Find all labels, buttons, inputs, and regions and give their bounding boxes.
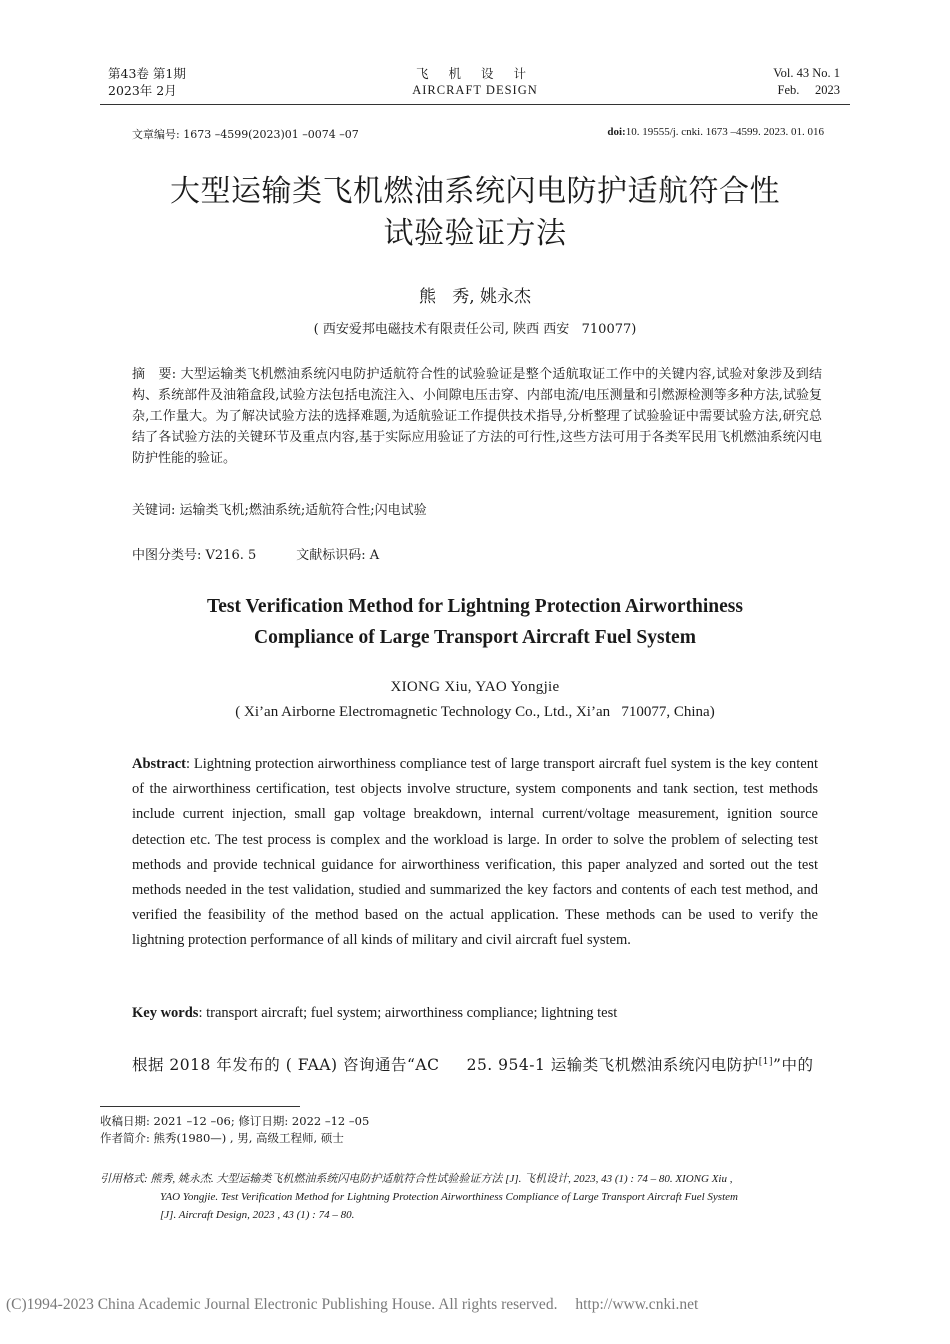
reference-mark: [1] <box>758 1056 774 1067</box>
keywords-en-label: Key words <box>132 1005 199 1021</box>
abstract-en-text: : Lightning protection airworthiness compliance test of large transport aircraft fuel system is the key content of the airworthiness certification, test objects involve structure, system components and tank section, test methods include current injection, small gap voltage breakdown, internal current/voltage measurement, ignition source detection etc. The test process is complex and the workload is large. In order to solve the problem of selecting test methods and provide technical guidance for airworthiness verification, this paper analyzed and sorted out the test methods needed in the test validation, studied and summarized the key factors and contents of each test method, and verified the feasibility of the method based on the actual application. These methods can be used to verify the lightning protection performance of all kinds of military and civil aircraft fuel system. <box>132 756 818 949</box>
clc-number: 中图分类号: V216. 5 <box>132 548 257 563</box>
citation-line3: [J]. Aircraft Design, 2023 , 43 (1) : 74 – 80. <box>160 1209 355 1221</box>
journal-volume-cn <box>108 65 186 99</box>
keywords-cn: 关键词: 运输类飞机;燃油系统;适航符合性;闪电试验 <box>132 503 427 518</box>
body-text: 根据 2018 年发布的 ( FAA) 咨询通告“AC 25. 954-1 运输类飞机燃油系统闪电防护 <box>132 1056 759 1074</box>
title-cn-line2: 试验验证方法 <box>383 216 567 251</box>
abstract-en <box>132 752 818 954</box>
header-divider <box>100 104 850 105</box>
abstract-cn <box>132 364 822 469</box>
authors-cn: 熊 秀, 姚永杰 <box>418 287 532 307</box>
title-cn <box>100 171 850 255</box>
citation-format <box>100 1170 852 1224</box>
received-date: 收稿日期: 2021 –12 –06; 修订日期: 2022 –12 –05 <box>100 1114 370 1128</box>
affiliation-en: ( Xi’an Airborne Electromagnetic Technology Co., Ltd., Xi’an 710077, China) <box>235 704 715 720</box>
authors-en: XIONG Xiu, YAO Yongjie <box>390 679 560 695</box>
document-code: 文献标识码: A <box>296 548 380 563</box>
journal-name <box>340 65 610 99</box>
abstract-cn-label: 摘 要: <box>132 367 177 382</box>
journal-name-en: AIRCRAFT DESIGN <box>412 83 538 97</box>
footnote-divider <box>100 1106 300 1107</box>
title-en <box>100 591 850 653</box>
title-en-line1: Test Verification Method for Lightning Protection Airworthiness <box>207 596 743 617</box>
date-cn: 2023年 2月 <box>108 83 177 98</box>
title-en-line2: Compliance of Large Transport Aircraft Fuel System <box>254 627 696 648</box>
journal-name-cn: 飞 机 设 计 <box>416 66 534 81</box>
doi <box>607 126 824 138</box>
citation-line2: YAO Yongjie. Test Verification Method for Lightning Protection Airworthiness Compliance of Large Transport Aircraft Fuel System <box>160 1191 738 1203</box>
author-bio: 作者简介: 熊秀(1980—) , 男, 高级工程师, 硕士 <box>100 1131 344 1145</box>
body-text-tail: ”中的 <box>773 1056 814 1074</box>
classification <box>132 544 379 563</box>
copyright-text: (C)1994-2023 China Academic Journal Electronic Publishing House. All rights reserved. <box>6 1296 558 1313</box>
footnotes <box>100 1113 369 1147</box>
article-number: 文章编号: 1673 –4599(2023)01 –0074 –07 <box>132 128 359 141</box>
volume-issue-en: Vol. 43 No. 1 <box>773 66 840 80</box>
abstract-cn-text: 大型运输类飞机燃油系统闪电防护适航符合性的试验验证是整个适航取证工作中的关键内容,试验对象涉及到结构、系统部件及油箱盒段,试验方法包括电流注入、小间隙电压击穿、内部电流/电压测量和引燃源检测等多种方法,试验复杂,工作量大。为了解决试验方法的选择难题,为适航验证工作提供技术指导,分析整理了试验验证中需要试验方法,研究总结了各试验方法的关键环节及重点内容,基于实际应用验证了方法的可行性,这些方法可用于各类军民用飞机燃油系统闪电防护性能的验证。 <box>132 367 823 466</box>
copyright-footer <box>6 1296 946 1314</box>
body-first-line <box>132 1053 852 1075</box>
citation-line1: 引用格式: 熊秀, 姚永杰. 大型运输类飞机燃油系统闪电防护适航符合性试验验证方法 [J]. 飞机设计, 2023, 43 (1) : 74 – 80. XIONG Xiu , <box>100 1173 733 1185</box>
doi-value: 10. 19555/j. cnki. 1673 –4599. 2023. 01. 016 <box>625 126 824 138</box>
cnki-link[interactable]: http://www.cnki.net <box>575 1296 699 1313</box>
volume-issue-cn: 第43卷 第1期 <box>108 66 186 81</box>
keywords-en <box>132 1005 617 1022</box>
title-cn-line1: 大型运输类飞机燃油系统闪电防护适航符合性 <box>170 174 780 209</box>
doi-label: doi: <box>607 126 626 138</box>
affiliation-cn: ( 西安爱邦电磁技术有限责任公司, 陕西 西安 710077) <box>313 322 637 337</box>
abstract-en-label: Abstract <box>132 756 186 772</box>
date-en: Feb. 2023 <box>777 83 840 97</box>
keywords-en-text: : transport aircraft; fuel system; airworthiness compliance; lightning test <box>198 1005 618 1021</box>
journal-volume-en <box>773 65 840 99</box>
